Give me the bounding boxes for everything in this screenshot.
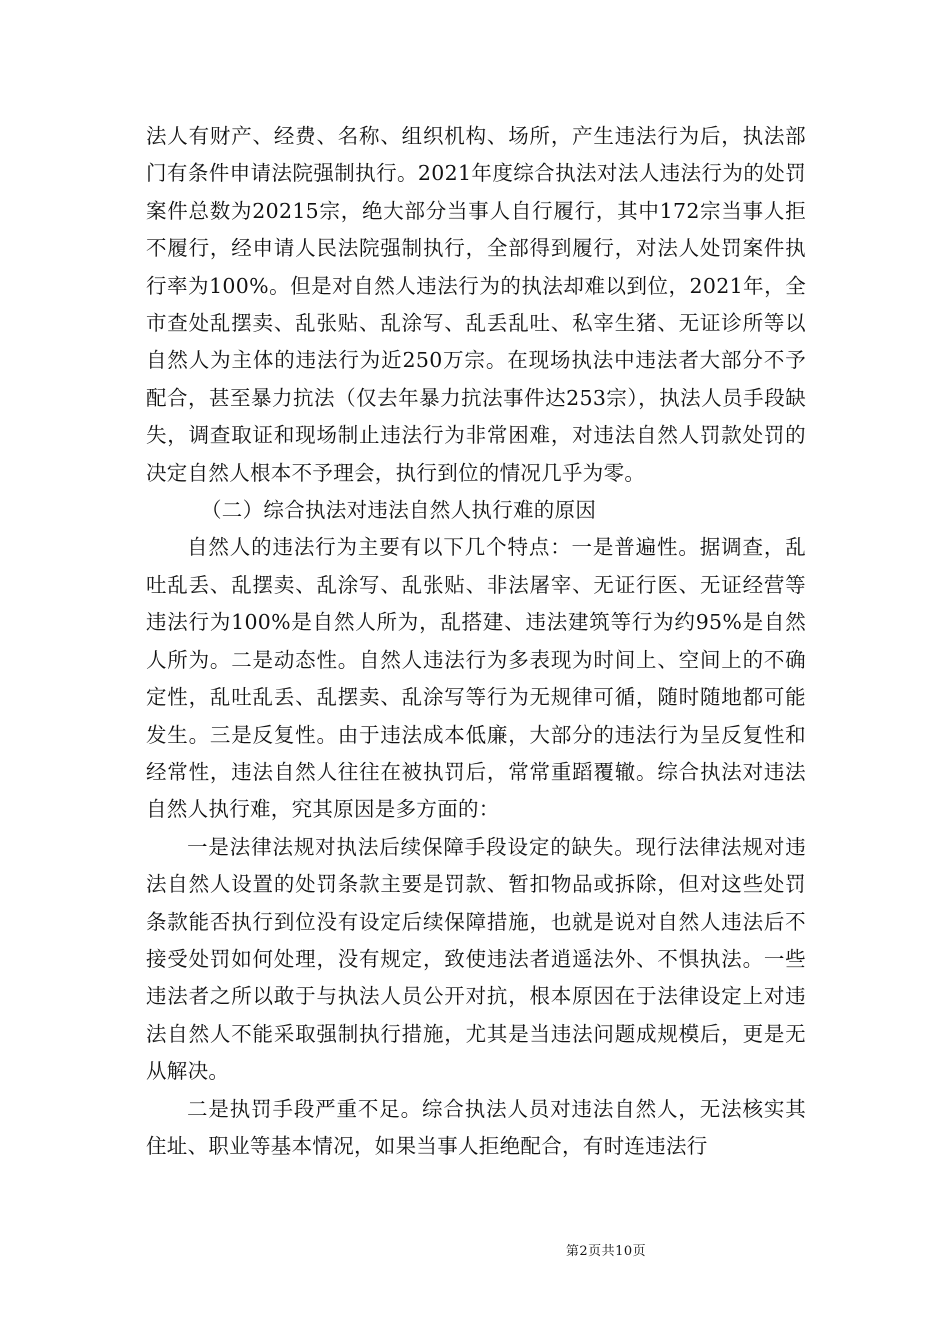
page-number: 第2页共10页 bbox=[565, 1244, 647, 1259]
paragraph-continuation: 法人有财产、经费、名称、组织机构、场所，产生违法行为后，执法部门有条件申请法院强制执行。2021年度综合执法对法人违法行为的处罚案件总数为20215宗，绝大部分当事人自行履行，其中172宗当事人拒不履行，经申请人民法院强制执行，全部得到履行，对法人处罚案件执行率为100%。但是对自然人违法行为的执法却难以到位，2021年，全市查处乱摆卖、乱张贴、乱涂写、乱丢乱吐、私宰生猪、无证诊所等以自然人为主体的违法行为近250万宗。在现场执法中违法者大部分不予配合，甚至暴力抗法（仅去年暴力抗法事件达253宗），执法人员手段缺失，调查取证和现场制止违法行为非常困难，对违法自然人罚款处罚的决定自然人根本不予理会，执行到位的情况几乎为零。 bbox=[146, 124, 806, 485]
paragraph-reason-two: 二是执罚手段严重不足。综合执法人员对违法自然人，无法核实其住址、职业等基本情况，如果当事人拒绝配合，有时连违法行 bbox=[146, 1096, 806, 1158]
section-heading: （二）综合执法对违法自然人执行难的原因 bbox=[201, 498, 597, 523]
paragraph-reason-one: 一是法律法规对执法后续保障手段设定的缺失。现行法律法规对违法自然人设置的处罚条款主要是罚款、暂扣物品或拆除，但对这些处罚条款能否执行到位没有设定后续保障措施，也就是说对自然人违法后不接受处罚如何处理，没有规定，致使违法者逍遥法外、不惧执法。一些违法者之所以敢于与执法人员公开对抗，根本原因在于法律设定上对违法自然人不能采取强制执行措施，尤其是当违法问题成规模后，更是无从解决。 bbox=[146, 834, 806, 1084]
paragraph-characteristics: 自然人的违法行为主要有以下几个特点：一是普遍性。据调查，乱吐乱丢、乱摆卖、乱涂写、乱张贴、非法屠宰、无证行医、无证经营等违法行为100%是自然人所为，乱搭建、违法建筑等行为约95%是自然人所为。二是动态性。自然人违法行为多表现为时间上、空间上的不确定性，乱吐乱丢、乱摆卖、乱涂写等行为无规律可循，随时随地都可能发生。三是反复性。由于违法成本低廉，大部分的违法行为呈反复性和经常性，违法自然人往往在被执罚后，常常重蹈覆辙。综合执法对违法自然人执行难，究其原因是多方面的： bbox=[146, 535, 806, 822]
page-footer bbox=[0, 1244, 950, 1260]
document-body bbox=[146, 118, 806, 1165]
